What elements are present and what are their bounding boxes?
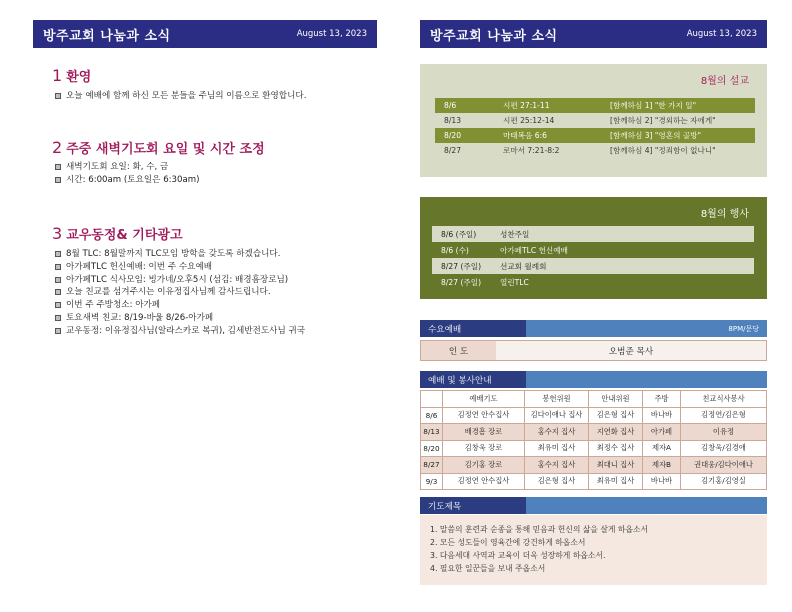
prayer-box: [420, 515, 767, 585]
section-title: 2 주중 새벽기도회 요일 및 시간 조정: [52, 138, 265, 157]
event-row: 8/27 (주일) 열린TLC: [441, 277, 529, 287]
event-row: 8/27 (주일) 선교회 월례회: [432, 258, 754, 274]
right-header-date: August 13, 2023: [686, 29, 757, 39]
prayer-item: 2. 모든 성도들이 영육간에 강건하게 하옵소서: [430, 538, 586, 547]
sermon-row: 8/27 로마서 7:21-8:2 [함께하심 4] "정죄함이 없나니": [444, 146, 716, 155]
sermons-title: 8월의 설교: [700, 76, 749, 87]
sermon-row: 8/13 시편 25:12-14 [함께하심 2] "경외하는 자에게": [444, 116, 716, 125]
sermons-box: [420, 64, 767, 177]
right-header-title: 방주교회 나눔과 소식: [430, 28, 558, 44]
section-title: 3 교우동정& 기타광고: [52, 224, 183, 243]
wednesday-person: 오범준 목사: [496, 341, 766, 360]
list-item: 8월 TLC: 8월말까지 TLC모임 방학을 갖도록 하겠습니다.: [55, 248, 382, 261]
prayer-item: 4. 필요한 일꾼들을 보내 주옵소서: [430, 564, 546, 573]
prayer-bar: [420, 497, 767, 514]
table-header-row: 예배기도 봉헌위원 안내위원 주방 친교식사봉사: [421, 391, 767, 408]
event-row: 8/6 (수) 아가페TLC 헌신예배: [441, 245, 568, 255]
list-item: 아가페TLC 식사모임: 빙가네/오후5시 (섬김: 배경흠장로님): [55, 274, 382, 287]
section-title: 1 환영: [52, 66, 92, 85]
prayer-item: 1. 말씀의 훈련과 순종을 통해 믿음과 헌신의 삶을 살게 하옵소서: [430, 525, 649, 534]
section-welcome: [52, 66, 382, 103]
list-item: 이번 주 주방청소: 아가페: [55, 299, 382, 312]
table-row: 8/13 배경흠 장로 홍수지 집사 지연화 집사 아가페 이유정: [421, 424, 767, 441]
event-row: 8/6 (주일) 성찬주일: [432, 226, 754, 242]
service-table: [420, 390, 767, 490]
wednesday-leader: [420, 340, 767, 361]
right-header: [420, 20, 767, 48]
prayer-label: 기도제목: [420, 497, 526, 514]
section-dawn-prayer: [52, 138, 382, 187]
table-row: 8/27 김기홍 장로 홍수지 집사 최대니 집사 제자B 권대웅/김다이애나: [421, 457, 767, 474]
list-item: 토요새벽 친교: 8/19-바울 8/26-아가페: [55, 312, 382, 325]
wednesday-role: 인 도: [421, 341, 496, 360]
service-label: 예배 및 봉사안내: [420, 371, 526, 388]
left-header: [33, 20, 377, 48]
wednesday-label: 수요예배: [420, 320, 526, 337]
table-row: 9/3 김정연 안수집사 김은형 집사 최유미 집사 바나바 김기홍/김영실: [421, 473, 767, 490]
table-row: 8/6 김정연 안수집사 김다이애나 집사 김은형 집사 바나바 김정연/김은형: [421, 407, 767, 424]
list-item: 시간: 6:00am (토요일은 6:30am): [55, 174, 382, 187]
sermon-row: 8/6 시편 27:1-11 [함께하심 1] "한 가지 일": [435, 98, 755, 113]
list-item: 새벽기도회 요일: 화, 수, 금: [55, 161, 382, 174]
wednesday-time: 8PM/문당: [526, 320, 767, 337]
events-box: [420, 197, 767, 299]
wednesday-bar: [420, 320, 767, 337]
section-news: [52, 224, 382, 338]
list-item: 아가페TLC 헌신예배: 이번 주 수요예배: [55, 261, 382, 274]
sermon-row: 8/20 마태복음 6:6 [함께하심 3] "영혼의 골방": [435, 128, 755, 143]
list-item: 교우동정: 이유정집사님(알라스카로 복귀), 김세반전도사님 귀국: [55, 325, 382, 338]
list-item: 오늘 친교를 섬겨주시는 이유정집사님께 감사드립니다.: [55, 286, 382, 299]
list-item: 오늘 예배에 함께 하신 모든 분들을 주님의 이름으로 환영합니다.: [55, 90, 382, 103]
table-row: 8/20 김창욱 장로 최유미 집사 최정수 집사 제자A 김창욱/김경애: [421, 440, 767, 457]
events-title: 8월의 행사: [700, 209, 749, 220]
left-header-date: August 13, 2023: [296, 29, 367, 39]
left-header-title: 방주교회 나눔과 소식: [43, 28, 171, 44]
service-bar: [420, 371, 767, 388]
prayer-item: 3. 다음세대 사역과 교육이 더욱 성장하게 하옵소서.: [430, 551, 606, 560]
